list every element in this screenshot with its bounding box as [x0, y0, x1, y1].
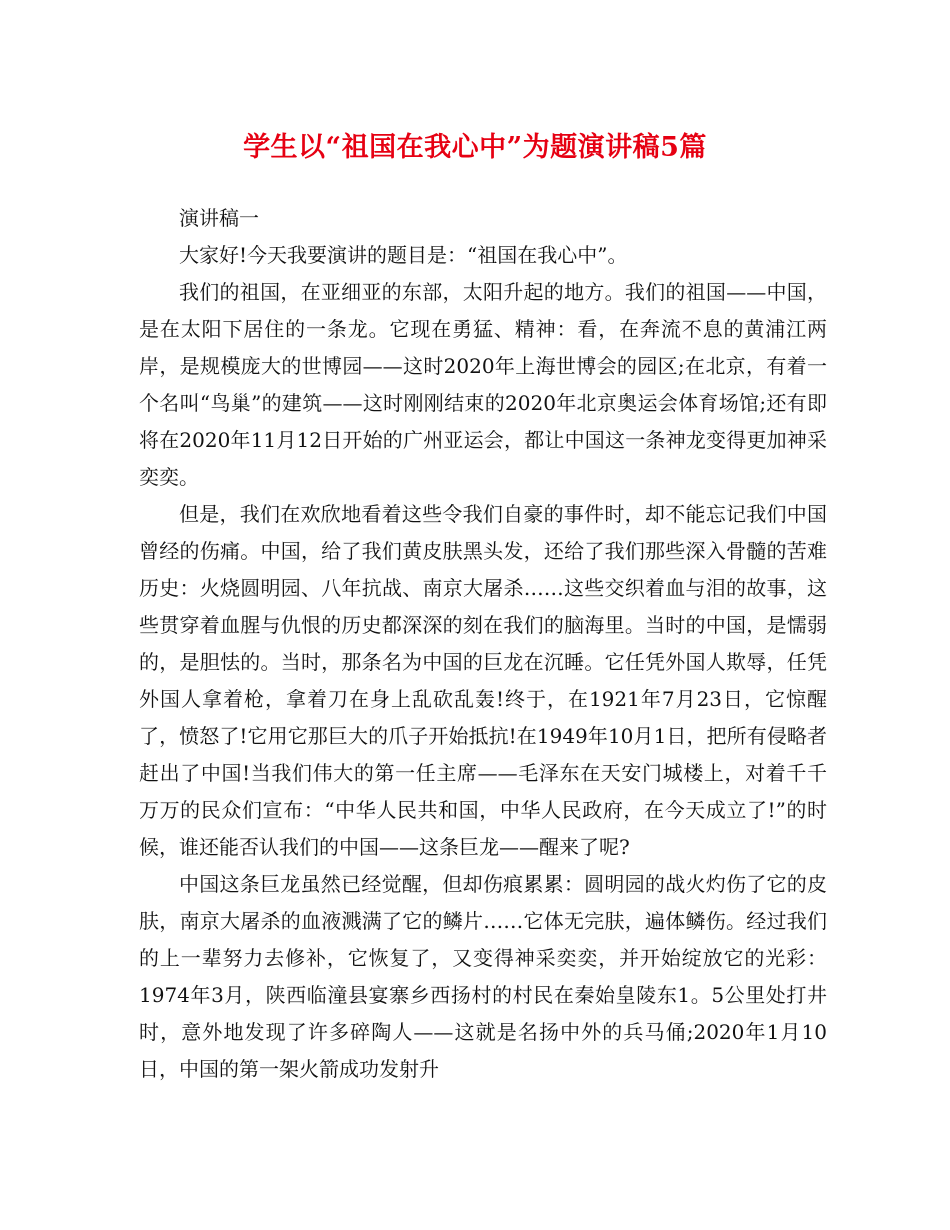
paragraph: 中国这条巨龙虽然已经觉醒，但却伤痕累累：圆明园的战火灼伤了它的皮肤，南京大屠杀的血液溅满了它的鳞片……它体无完肤，遍体鳞伤。经过我们的上一辈努力去修补，它恢复了，又变得神采奕奕，并开始绽放它的光彩：1974年3月，陕西临潼县宴寨乡西扬村的村民在秦始皇陵东1。5公里处打井时，意外地发现了许多碎陶人——这就是名扬中外的兵马俑;2020年1月10日，中国的第一架火箭成功发射升 — [139, 872, 827, 1081]
paragraph: 大家好!今天我要演讲的题目是：“祖国在我心中”。 — [179, 243, 628, 267]
paragraph: 但是，我们在欢欣地看着这些令我们自豪的事件时，却不能忘记我们中国曾经的伤痛。中国，给了我们黄皮肤黑头发，还给了我们那些深入骨髓的苦难历史：火烧圆明园、八年抗战、南京大屠杀……这些交织着血与泪的故事，这些贯穿着血腥与仇恨的历史都深深的刻在我们的脑海里。当时的中国，是懦弱的，是胆怯的。当时，那条名为中国的巨龙在沉睡。它任凭外国人欺辱，任凭外国人拿着枪，拿着刀在身上乱砍乱轰!终于，在1921年7月23日，它惊醒了，愤怒了!它用它那巨大的爪子开始抵抗!在1949年10月1日，把所有侵略者赶出了中国!当我们伟大的第一任主席——毛泽东在天安门城楼上，对着千千万万的民众们宣布：“中华人民共和国，中华人民政府，在今天成立了!”的时候，谁还能否认我们的中国——这条巨龙——醒来了呢? — [139, 502, 827, 859]
paragraph: 我们的祖国，在亚细亚的东部，太阳升起的地方。我们的祖国——中国，是在太阳下居住的一条龙。它现在勇猛、精神：看，在奔流不息的黄浦江两岸，是规模庞大的世博园——这时2020年上海世博会的园区;在北京，有着一个名叫“鸟巢”的建筑——这时刚刚结束的2020年北京奥运会体育场馆;还有即将在2020年11月12日开始的广州亚运会，都让中国这一条神龙变得更加神采奕奕。 — [139, 280, 827, 489]
document-title: 学生以“祖国在我心中”为题演讲稿5篇 — [243, 132, 707, 163]
document-body — [139, 200, 827, 1088]
section-heading: 演讲稿一 — [179, 206, 259, 230]
